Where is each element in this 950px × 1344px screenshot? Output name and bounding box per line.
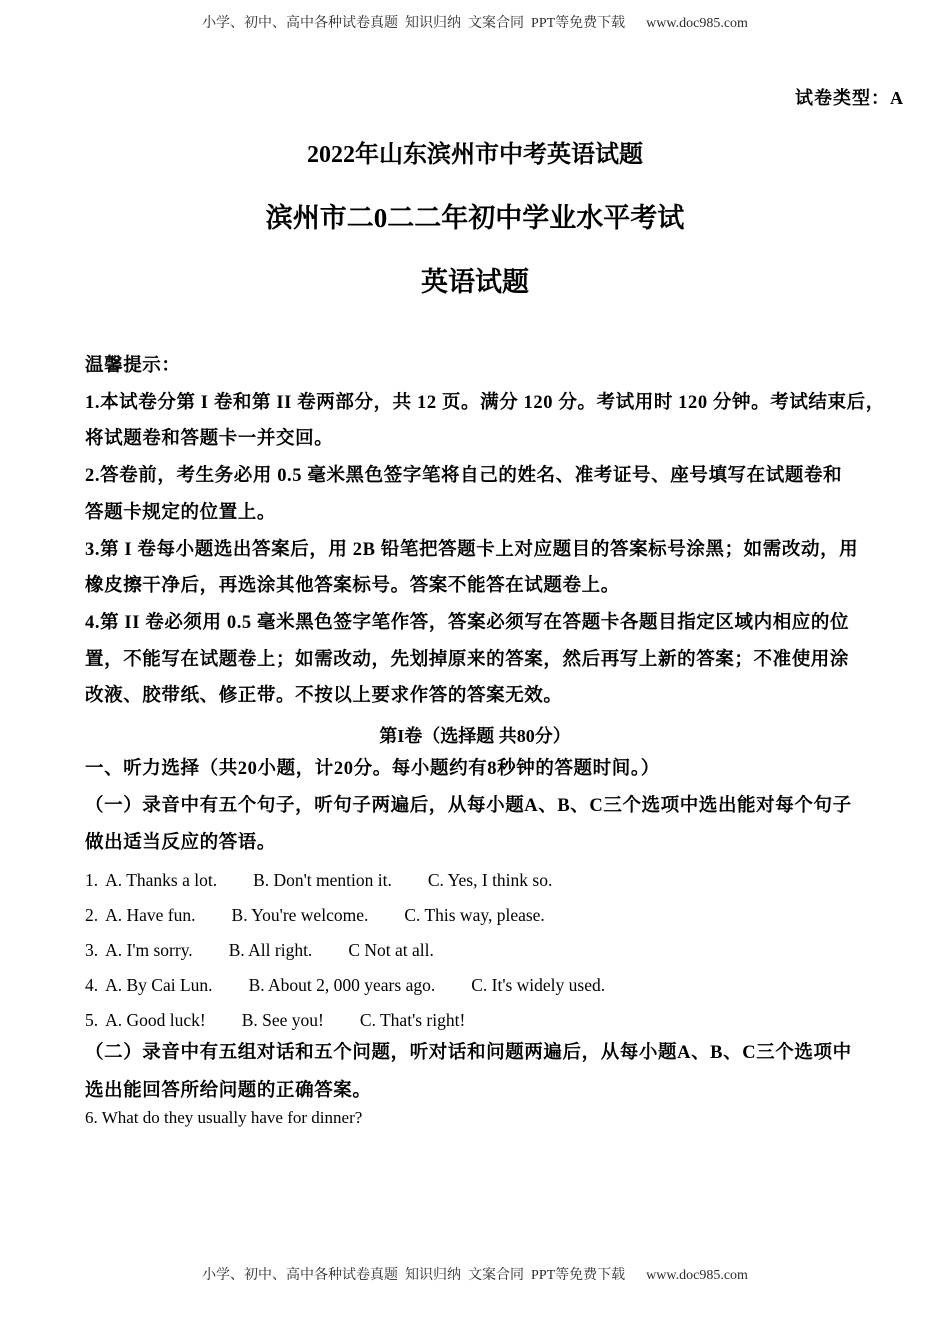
part-b-instruction-line-1: （二）录音中有五组对话和五个问题，听对话和问题两遍后，从每小题A、B、C三个选项中	[85, 1043, 852, 1063]
question-row-1	[85, 863, 890, 898]
option-c: C. Yes, I think so.	[427, 870, 553, 890]
part-b-section	[85, 1034, 890, 1110]
option-b: B. About 2, 000 years ago.	[248, 975, 436, 995]
option-a: A. I'm sorry.	[105, 940, 193, 960]
paper-type-label: 试卷类型：A	[795, 88, 904, 108]
option-b: B. All right.	[228, 940, 313, 960]
option-c: C. It's widely used.	[471, 975, 606, 995]
option-c: C. This way, please.	[404, 905, 545, 925]
exam-title: 滨州市二0二二年初中学业水平考试	[265, 203, 685, 233]
option-b: B. Don't mention it.	[253, 870, 392, 890]
question-number: 4.	[85, 975, 99, 995]
question-row-5	[85, 1003, 890, 1038]
notice-block	[85, 348, 890, 715]
option-a: A. Have fun.	[105, 905, 196, 925]
part-a-instruction-line-1: （一）录音中有五个句子，听句子两遍后，从每小题A、B、C三个选项中选出能对每个句子	[85, 796, 852, 816]
site-header-note: 小学、初中、高中各种试卷真题 知识归纳 文案合同 PPT等免费下载 www.doc985.com	[202, 16, 748, 31]
notice-line-6: 橡皮擦干净后，再选涂其他答案标号。答案不能答在试题卷上。	[85, 576, 620, 597]
question-row-3	[85, 933, 890, 968]
question-number: 1.	[85, 870, 99, 890]
option-b: B. See you!	[241, 1010, 324, 1030]
site-footer-note: 小学、初中、高中各种试卷真题 知识归纳 文案合同 PPT等免费下载 www.doc985.com	[202, 1268, 748, 1283]
question-row-4	[85, 968, 890, 1003]
option-a: A. Thanks a lot.	[105, 870, 218, 890]
notice-line-7: 4.第 II 卷必须用 0.5 毫米黑色签字笔作答，答案必须写在答题卡各题目指定区域内相应的位	[85, 612, 850, 633]
notice-line-5: 3.第 I 卷每小题选出答案后，用 2B 铅笔把答题卡上对应题目的答案标号涂黑；如需改动，用	[85, 539, 859, 560]
notice-line-8: 置，不能写在试题卷上；如需改动，先划掉原来的答案，然后再写上新的答案；不准使用涂	[85, 649, 850, 670]
option-c: C. That's right!	[359, 1010, 466, 1030]
notice-line-4: 答题卡规定的位置上。	[85, 502, 277, 523]
notice-heading: 温馨提示：	[85, 356, 181, 376]
option-a: A. Good luck!	[105, 1010, 206, 1030]
option-a: A. By Cai Lun.	[105, 975, 213, 995]
question-number: 5.	[85, 1010, 99, 1030]
listening-items	[85, 863, 890, 1038]
question-row-2	[85, 898, 890, 933]
notice-line-1: 1.本试卷分第 I 卷和第 II 卷两部分，共 12 页。满分 120 分。考试用时 120 分钟。考试结束后，	[85, 392, 885, 413]
part-a-instruction-line-2: 做出适当反应的答语。	[85, 833, 277, 853]
option-c: C Not at all.	[348, 940, 434, 960]
question-number: 3.	[85, 940, 99, 960]
page-title: 2022年山东滨州市中考英语试题	[307, 142, 643, 168]
notice-line-3: 2.答卷前，考生务必用 0.5 毫米黑色签字笔将自己的姓名、准考证号、座号填写在试题卷和	[85, 466, 843, 487]
subject-title: 英语试题	[421, 267, 529, 297]
question-number: 2.	[85, 905, 99, 925]
listening-section	[85, 751, 890, 862]
notice-line-9: 改液、胶带纸、修正带。不按以上要求作答的答案无效。	[85, 686, 563, 707]
listening-section-header: 一、听力选择（共20小题，计20分。每小题约有8秒钟的答题时间。）	[85, 759, 660, 779]
part-b-instruction-line-2: 选出能回答所给问题的正确答案。	[85, 1081, 372, 1101]
question-6: 6. What do they usually have for dinner?	[85, 1108, 363, 1127]
part1-header: 第I卷（选择题 共80分）	[379, 726, 571, 746]
option-b: B. You're welcome.	[231, 905, 369, 925]
notice-line-2: 将试题卷和答题卡一并交回。	[85, 429, 334, 450]
